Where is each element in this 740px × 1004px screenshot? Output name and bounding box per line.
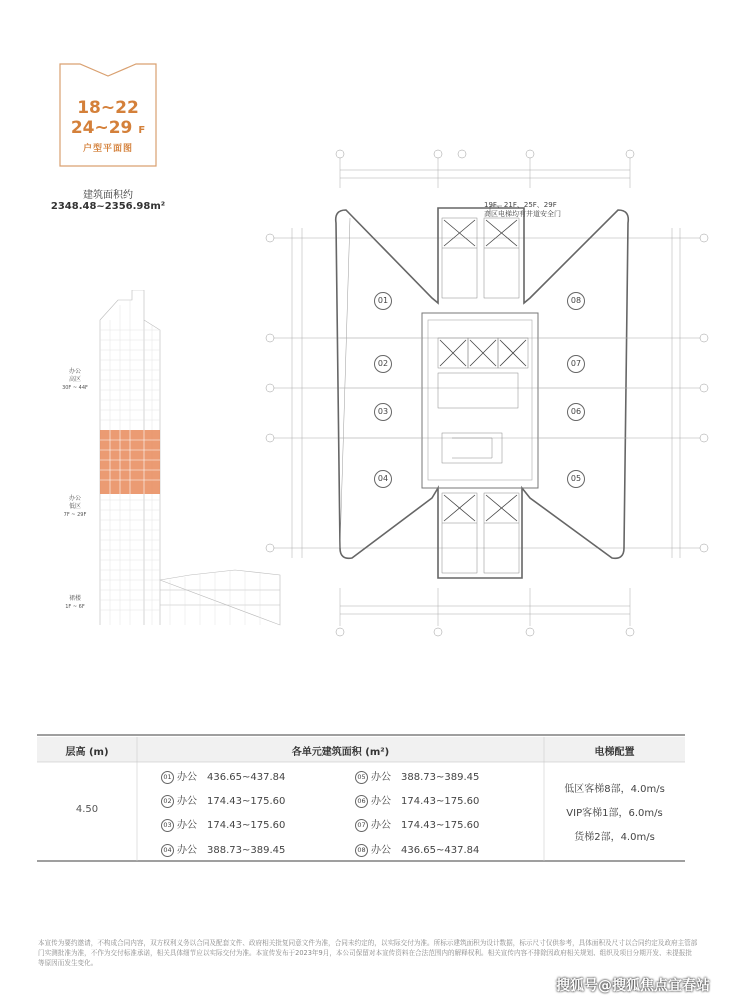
unit-08: 08 <box>567 290 588 310</box>
unit-02: 02 <box>374 353 395 373</box>
unit-05: 05 <box>567 468 588 488</box>
area-row-08: 08 办公 436.65~437.84 <box>355 841 479 857</box>
header-floor-height: 层高 (m) <box>65 747 109 758</box>
floor-range-line2-text: 24~29 <box>70 118 133 138</box>
tower-elevation <box>40 290 300 635</box>
floor-range-line2 <box>58 118 158 138</box>
area-row-03: 03 办公 174.43~175.60 <box>161 816 285 832</box>
elevator-note-line1: 19F、21F、25F、29F <box>484 201 557 209</box>
area-value: 2348.48~2356.98m² <box>50 201 166 212</box>
elevator-low-zone: 低区客梯8部，4.0m/s <box>564 784 665 795</box>
area-row-02: 02 办公 174.43~175.60 <box>161 792 285 808</box>
unit-06: 06 <box>567 401 588 421</box>
area-row-07: 07 办公 174.43~175.60 <box>355 816 479 832</box>
elevator-note <box>484 201 561 219</box>
floor-suffix: F <box>138 125 146 136</box>
zone-low-label: 办公 低区 7F ~ 29F <box>63 495 87 518</box>
floor-height-value: 4.50 <box>75 804 99 815</box>
area-row-04: 04 办公 388.73~389.45 <box>161 841 285 857</box>
elevator-vip: VIP客梯1部，6.0m/s <box>566 808 663 819</box>
unit-04: 04 <box>374 468 395 488</box>
spec-table <box>37 734 685 862</box>
header-unit-areas: 各单元建筑面积 (m²) <box>291 747 390 758</box>
floor-range-line1: 18~22 <box>77 98 139 118</box>
area-label: 建筑面积约 <box>83 190 133 201</box>
unit-03: 03 <box>374 401 395 421</box>
floor-plan-drawing <box>262 148 714 638</box>
area-row-06: 06 办公 174.43~175.60 <box>355 792 479 808</box>
unit-07: 07 <box>567 353 588 373</box>
zone-high-label: 办公 高区 30F ~ 44F <box>62 368 88 391</box>
disclaimer-text: 本宣传为要约邀请，不构成合同内容，双方权利义务以合同及配套文件、政府相关批复同意文件为准，合同未约定的，以实际交付为准。所标示建筑面积为设计数据，标示尺寸仅供参考，具体面积及尺寸以合同约定及政府主管部门实测批准为准，不作为交付标准承诺，相关具体细节应以实际交付为准。本宣传发布于2023年9月，本公司保留对本宣传资料在合法范围内的解释权利。相关宣传内容不排除因政府相关规划、组织及项目分期开发、未提报批等原因而发生变化。 <box>38 939 698 967</box>
header-elevators: 电梯配置 <box>594 747 635 758</box>
zone-podium-label: 裙楼 1F ~ 6F <box>65 595 85 610</box>
area-row-05: 05 办公 388.73~389.45 <box>355 768 479 784</box>
unit-01: 01 <box>374 290 395 310</box>
watermark: 搜狐号@搜狐焦点宜春站 <box>556 978 710 994</box>
elevator-note-line2: 高区电梯均有井道安全门 <box>484 210 561 218</box>
area-row-01: 01 办公 436.65~437.84 <box>161 768 285 784</box>
tower-drawing <box>40 290 300 635</box>
floor-plan <box>262 148 714 638</box>
elevator-freight: 货梯2部，4.0m/s <box>574 832 655 843</box>
plan-label: 户型平面图 <box>82 144 133 154</box>
